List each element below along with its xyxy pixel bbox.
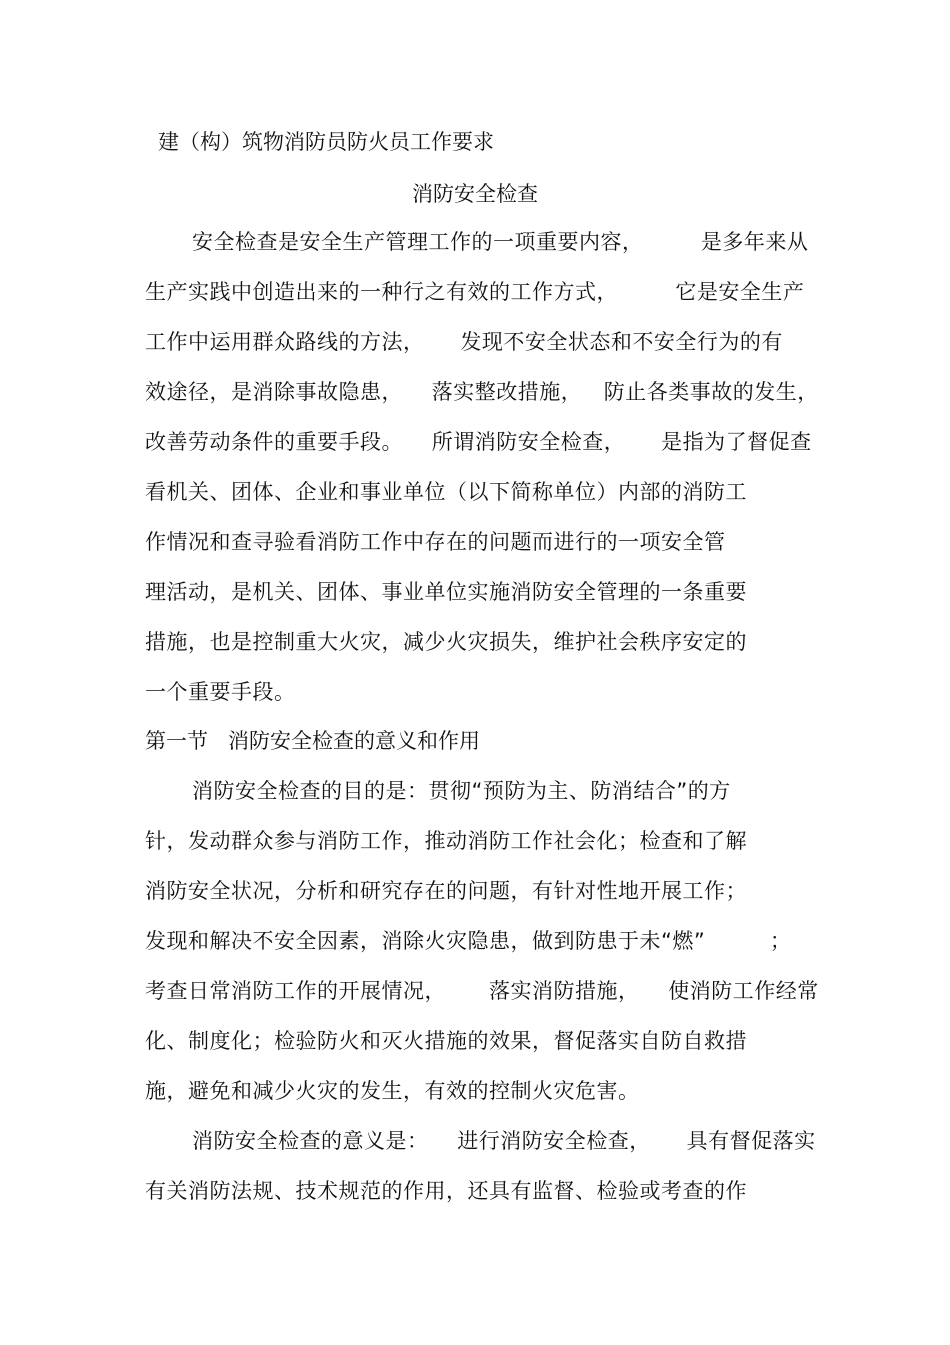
paragraph2-line: 考查日常消防工作的开展情况， 落实消防措施， 使消防工作经常 <box>145 979 819 1003</box>
paragraph1-line: 理活动，是机关、团体、事业单位实施消防安全管理的一条重要 <box>145 580 747 604</box>
paragraph3-line: 有关消防法规、技术规范的作用，还具有监督、检验或考查的作 <box>145 1179 747 1203</box>
paragraph1-line: 作情况和查寻验看消防工作中存在的问题而进行的一项安全管 <box>145 530 726 554</box>
paragraph1-line: 措施，也是控制重大火灾，减少火灾损失，维护社会秩序安定的 <box>145 630 747 654</box>
paragraph1-line: 效途径，是消除事故隐患， 落实整改措施， 防止各类事故的发生， <box>145 380 819 404</box>
paragraph2-line: 发现和解决不安全因素，消除火灾隐患，做到防患于未“燃” ； <box>145 929 792 953</box>
paragraph2-line: 消防安全状况，分析和研究存在的问题，有针对性地开展工作； <box>145 879 747 903</box>
document-title: 建（构）筑物消防员防火员工作要求 <box>158 130 494 154</box>
paragraph2-line: 施，避免和减少火灾的发生，有效的控制火灾危害。 <box>145 1079 640 1103</box>
document-subtitle: 消防安全检查 <box>412 182 538 206</box>
paragraph1-line: 改善劳动条件的重要手段。 所谓消防安全检查， 是指为了督促查 <box>145 430 812 454</box>
paragraph2-line: 化、制度化；检验防火和灭火措施的效果，督促落实自防自救措 <box>145 1029 747 1053</box>
paragraph2-line: 消防安全检查的目的是：贯彻“预防为主、防消结合”的方 <box>192 779 731 803</box>
paragraph1-line: 工作中运用群众路线的方法， 发现不安全状态和不安全行为的有 <box>145 330 783 354</box>
section-heading: 第一节 消防安全检查的意义和作用 <box>145 729 481 753</box>
paragraph1-line: 安全检查是安全生产管理工作的一项重要内容， 是多年来从 <box>192 230 809 254</box>
paragraph2-line: 针，发动群众参与消防工作，推动消防工作社会化；检查和了解 <box>145 829 747 853</box>
paragraph1-line: 看机关、团体、企业和事业单位（以下简称单位）内部的消防工 <box>145 480 747 504</box>
paragraph1-line: 一个重要手段。 <box>145 680 296 704</box>
paragraph3-line: 消防安全检查的意义是： 进行消防安全检查， 具有督促落实 <box>192 1129 816 1153</box>
paragraph1-line: 生产实践中创造出来的一种行之有效的工作方式， 它是安全生产 <box>145 280 805 304</box>
